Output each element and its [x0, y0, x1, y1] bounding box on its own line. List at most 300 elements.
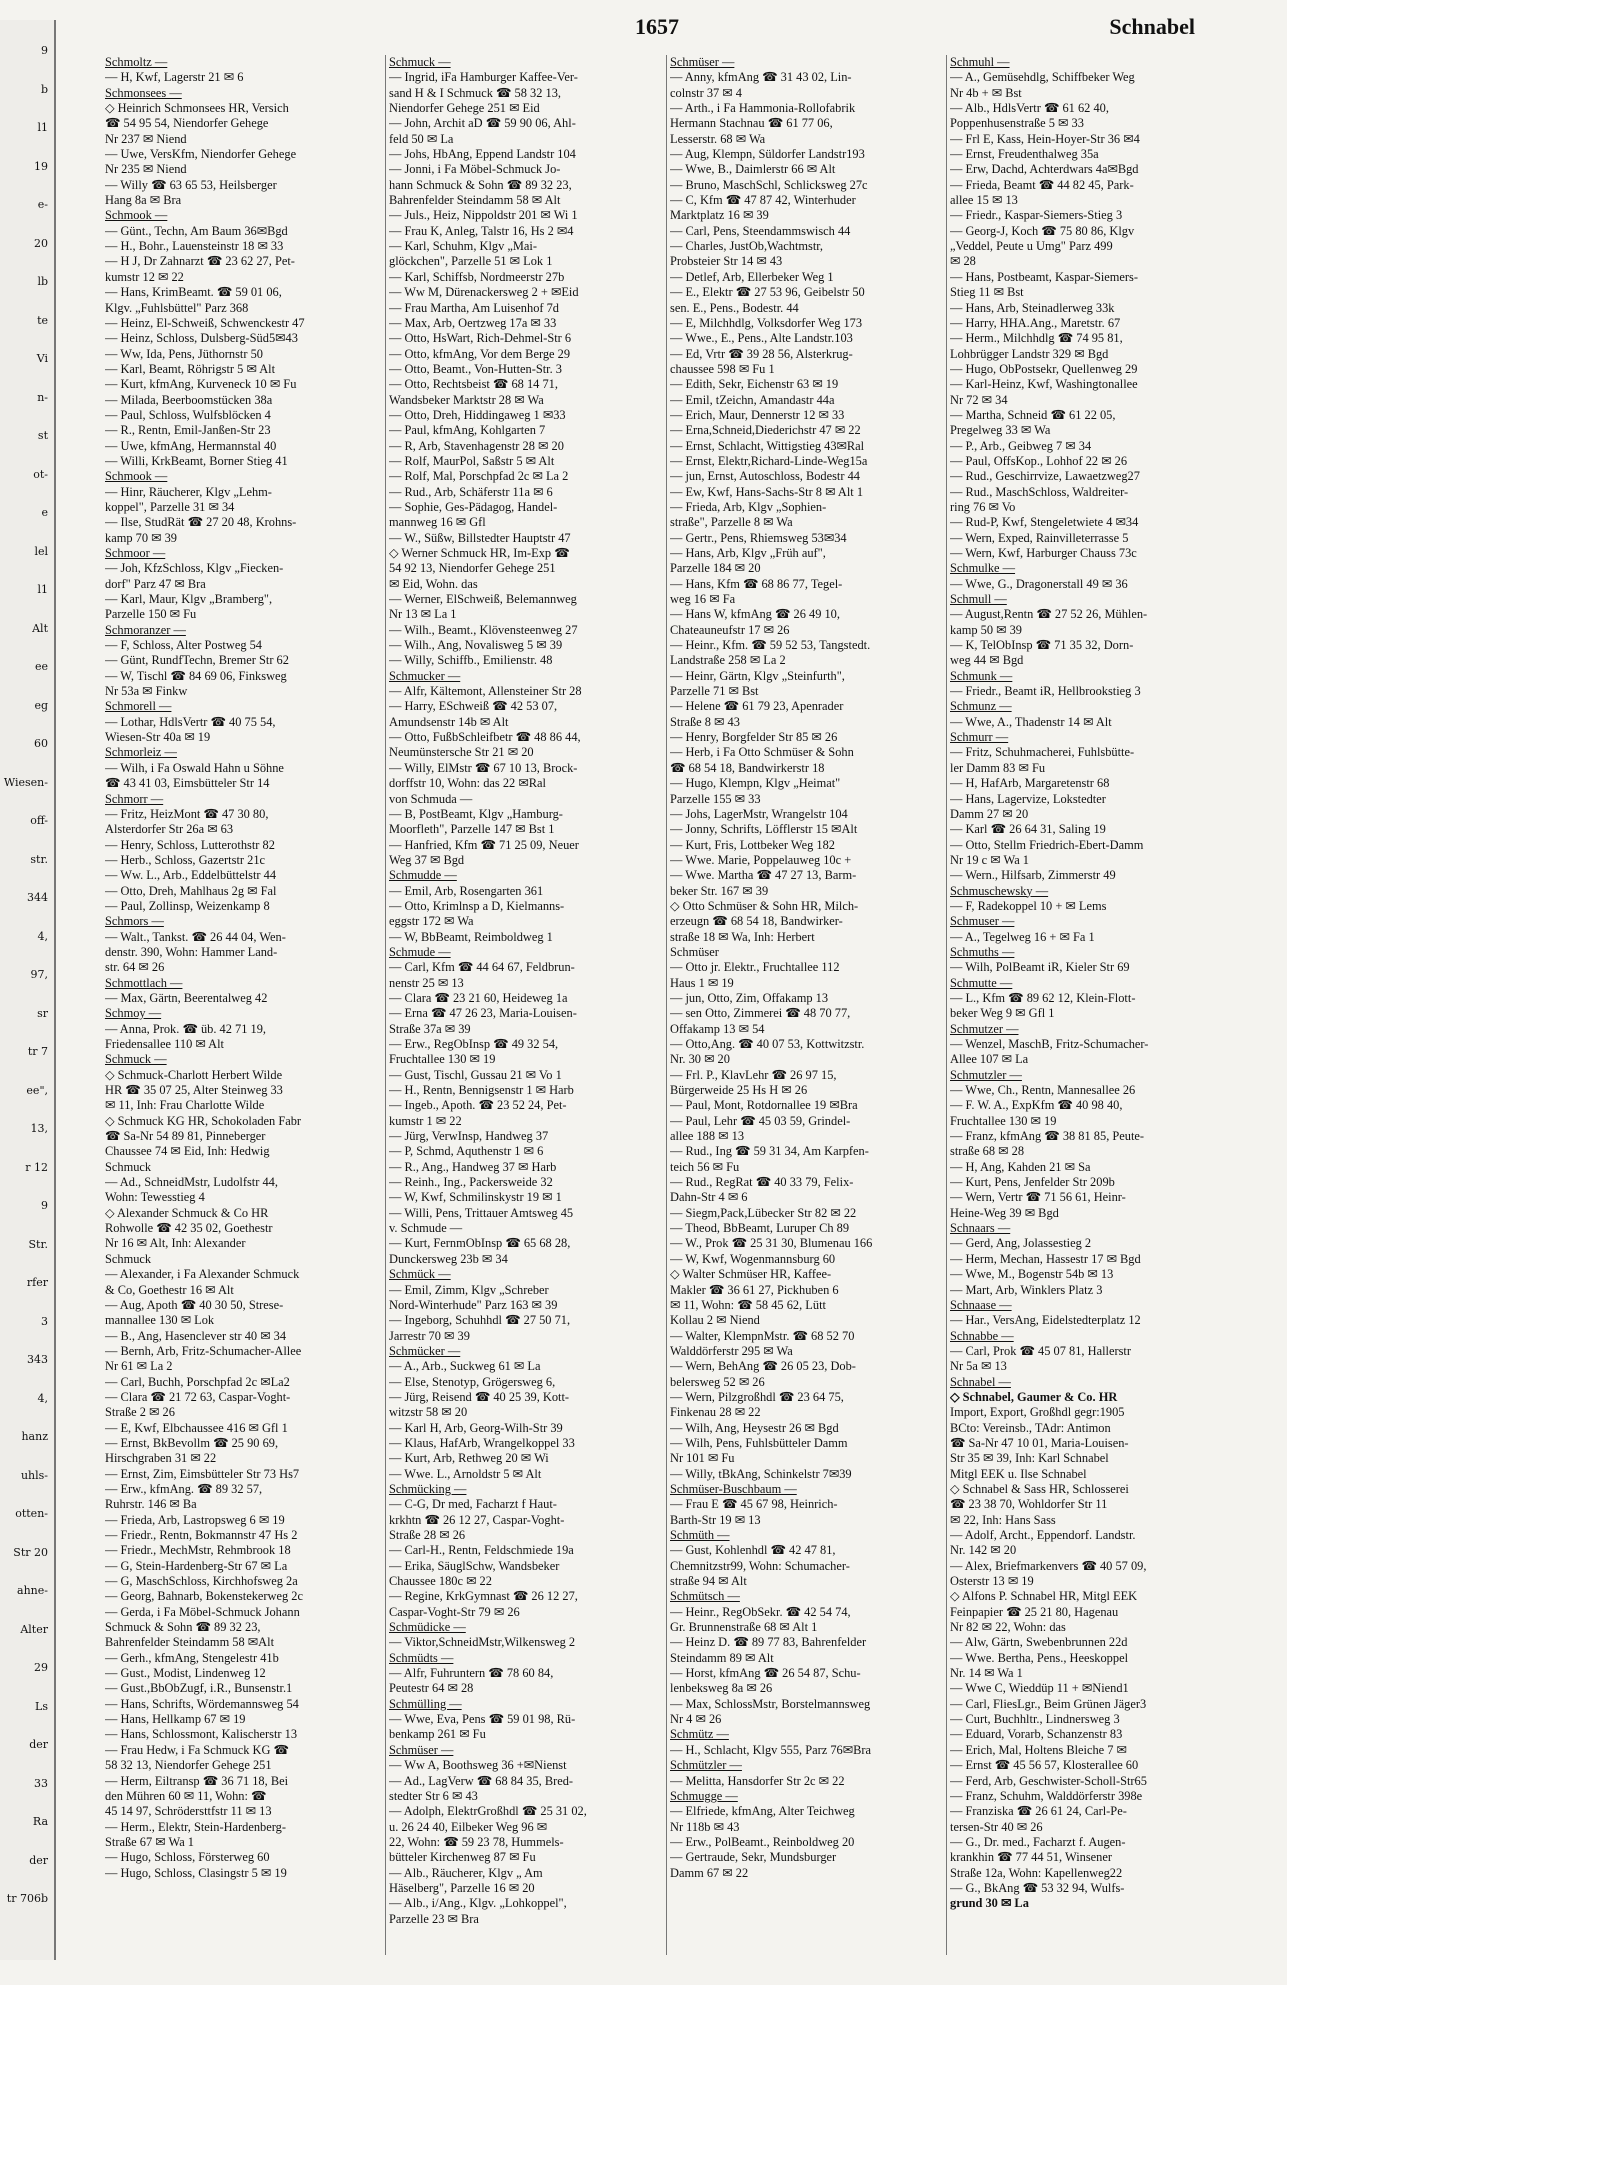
directory-entry-line: ◇ Schnabel, Gaumer & Co. HR — [950, 1389, 1118, 1404]
directory-entry-line: Nr 72 ✉ 34 — [950, 392, 1008, 407]
running-head: Schnabel — [1109, 14, 1195, 39]
directory-entry-line: — Ingrid, iFa Hamburger Kaffee-Ver- — [389, 70, 578, 85]
directory-entry-line: Nr 61 ✉ La 2 — [105, 1359, 173, 1374]
directory-entry-line: — Wwe, B., Daimlerstr 66 ✉ Alt — [670, 162, 836, 177]
left-edge-fragment: l1 — [37, 583, 48, 596]
directory-entry-line: Nr 118b ✉ 43 — [670, 1819, 740, 1834]
directory-entry-line: Kollau 2 ✉ Niend — [670, 1313, 760, 1328]
directory-entry-line: — Wwe, G., Dragonerstall 49 ✉ 36 — [950, 576, 1128, 591]
directory-entry-line: Nr 4b + ✉ Bst — [950, 85, 1022, 100]
directory-entry-line: — Rud., Ing ☎ 59 31 34, Am Karpfen- — [670, 1144, 869, 1159]
directory-entry-line: — Otto, Dreh, Hiddingaweg 1 ✉33 — [389, 407, 566, 422]
directory-entry-line: — Ww M, Dürenackersweg 2 + ✉Eid — [389, 285, 579, 300]
surname-heading: Schmorr — — [105, 791, 164, 806]
left-edge-fragment: Str 20 — [13, 1545, 48, 1559]
directory-entry-line: — G, MaschSchloss, Kirchhofsweg 2a — [105, 1574, 298, 1589]
directory-entry-line: — Erna,Schneid,Diederichstr 47 ✉ 22 — [670, 423, 861, 438]
directory-entry-line: — Georg, Bahnarb, Bokenstekerweg 2c — [105, 1589, 303, 1604]
directory-entry-line: — Otto, Krimlnsp a D, Kielmanns- — [389, 898, 565, 913]
surname-heading: Schmutte — — [950, 975, 1013, 990]
directory-entry-line: — Milada, Beerboomstücken 38a — [105, 392, 273, 407]
left-edge-fragment: 344 — [27, 891, 48, 904]
directory-entry-line: — Ingeb., Apoth. ☎ 23 52 24, Pet- — [389, 1098, 567, 1113]
directory-entry-line: glöckchen", Parzelle 51 ✉ Lok 1 — [389, 254, 553, 269]
directory-entry-line: — Viktor,SchneidMstr,Wilkensweg 2 — [389, 1635, 576, 1650]
directory-entry-line: mannweg 16 ✉ Gfl — [389, 515, 486, 530]
left-edge-fragment: 343 — [27, 1353, 48, 1366]
surname-heading: Schnabel — — [950, 1374, 1011, 1389]
surname-heading: Schmorell — — [105, 699, 172, 714]
directory-entry-line: ✉ Eid, Wohn. das — [389, 576, 478, 591]
left-edge-fragment: b — [40, 82, 48, 96]
directory-entry-line: ◇ Werner Schmuck HR, Im-Exp ☎ — [389, 546, 570, 560]
surname-heading: Schmoor — — [105, 546, 166, 560]
directory-entry-line: — Rolf, MaurPol, Saßstr 5 ✉ Alt — [389, 453, 555, 468]
directory-entry-line: — Paul, Mont, Rotdornallee 19 ✉Bra — [670, 1098, 858, 1113]
directory-entry-line: — Wern, Pilzgroßhdl ☎ 23 64 75, — [670, 1389, 844, 1404]
directory-entry-line: — Karl-Heinz, Kwf, Washingtonallee — [950, 377, 1138, 392]
directory-entry-line: Schmuck & Sohn ☎ 89 32 23, — [105, 1620, 261, 1635]
left-edge-fragment: der — [29, 1738, 48, 1751]
directory-entry-line: — Georg-J, Koch ☎ 75 80 86, Klgv — [950, 223, 1135, 238]
surname-heading: Schmülling — — [389, 1696, 462, 1711]
left-edge-fragment: 19 — [34, 159, 48, 173]
surname-heading: Schmugge — — [670, 1788, 738, 1803]
directory-entry-line: Nr 82 ✉ 22, Wohn: das — [950, 1620, 1066, 1635]
directory-entry-line: — Emil, tZeichn, Amandastr 44a — [670, 392, 835, 407]
directory-entry-line: — Carl, Prok ☎ 45 07 81, Hallerstr — [950, 1343, 1131, 1358]
directory-entry-line: — Ernst, BkBevollm ☎ 25 90 69, — [105, 1435, 279, 1450]
directory-entry-line: — Walt., Tankst. ☎ 26 44 04, Wen- — [105, 929, 286, 944]
directory-entry-line: v. Schmude — — [389, 1221, 463, 1236]
directory-entry-line: Nr 19 c ✉ Wa 1 — [950, 852, 1030, 867]
directory-entry-line: ✉ 11, Wohn: ☎ 58 45 62, Lütt — [670, 1297, 826, 1312]
left-edge-fragment: Alt — [32, 621, 48, 635]
directory-entry-line: — Bruno, MaschSchl, Schlicksweg 27c — [670, 177, 868, 192]
directory-entry-line: — Rud., Geschirrvize, Lawaetzweg27 — [950, 469, 1140, 484]
surname-heading: Schmüdicke — — [389, 1620, 466, 1635]
directory-entry-line: Niendorfer Gehege 251 ✉ Eid — [389, 101, 540, 116]
directory-entry-line: — B, PostBeamt, Klgv „Hamburg- — [389, 806, 563, 821]
directory-entry-line: — Otto jr. Elektr., Fruchtallee 112 — [670, 960, 840, 975]
directory-entry-line: — L., Kfm ☎ 89 62 12, Klein-Flott- — [950, 990, 1136, 1005]
directory-entry-line: Chaussee 180c ✉ 22 — [389, 1574, 492, 1589]
directory-entry-line: — Wwe, M., Bogenstr 54b ✉ 13 — [950, 1267, 1114, 1282]
directory-entry-line: — Uwe, kfmAng, Hermannstal 40 — [105, 438, 277, 453]
left-edge-fragment: uhls- — [20, 1468, 48, 1482]
directory-entry-line: — Frl E, Kass, Hein-Hoyer-Str 36 ✉4 — [950, 131, 1140, 146]
surname-heading: Schmüser-Buschbaum — — [670, 1481, 797, 1496]
directory-entry-line: — Hans, Lagervize, Lokstedter — [950, 791, 1106, 806]
directory-entry-line: — A., Arb., Suckweg 61 ✉ La — [389, 1359, 541, 1374]
directory-entry-line: ring 76 ✉ Vo — [950, 499, 1016, 514]
directory-entry-line: koppel", Parzelle 31 ✉ 34 — [105, 499, 235, 514]
directory-entry-line: mannallee 130 ✉ Lok — [105, 1313, 215, 1328]
directory-entry-line: — Aug, Klempn, Süldorfer Landstr193 — [670, 147, 865, 162]
directory-entry-line: — Hans, Hellkamp 67 ✉ 19 — [105, 1712, 246, 1727]
directory-entry-line: ☎ Sa-Nr 47 10 01, Maria-Louisen- — [950, 1435, 1129, 1450]
directory-entry-line: Hang 8a ✉ Bra — [105, 193, 182, 208]
directory-entry-line: Feinpapier ☎ 25 21 80, Hagenau — [950, 1604, 1119, 1619]
directory-entry-line: — Erw., kfmAng. ☎ 89 32 57, — [105, 1481, 263, 1496]
surname-heading: Schmull — — [950, 592, 1007, 607]
directory-entry-line: — Karl, Maur, Klgv „Bramberg", — [105, 592, 273, 607]
directory-entry-line: — Wwe, Eva, Pens ☎ 59 01 98, Rü- — [389, 1712, 576, 1727]
directory-entry-line: kamp 50 ✉ 39 — [950, 622, 1022, 637]
directory-entry-line: denstr. 390, Wohn: Hammer Land- — [105, 944, 278, 959]
directory-entry-line: — Friedr., Beamt iR, Hellbrookstieg 3 — [950, 684, 1141, 699]
surname-heading: Schmulke — — [950, 561, 1016, 576]
directory-entry-line: — Wern, Vertr ☎ 71 56 61, Heinr- — [950, 1190, 1126, 1205]
directory-entry-line: — Ernst, Freudenthalweg 35a — [950, 147, 1099, 162]
left-edge-fragment: 9 — [41, 1199, 48, 1212]
directory-entry-line: Nr 237 ✉ Niend — [105, 131, 187, 146]
column-3 — [670, 55, 945, 1955]
directory-entry-line: — Max, Gärtn, Beerentalweg 42 — [105, 990, 268, 1005]
directory-entry-line: — Kurt, kfmAng, Kurveneck 10 ✉ Fu — [105, 377, 297, 392]
directory-entry-line: — Ww. L., Arb., Eddelbüttelstr 44 — [105, 868, 277, 883]
directory-entry-line: sen. E., Pens., Bodestr. 44 — [670, 300, 799, 315]
left-edge-fragment: der — [29, 1853, 48, 1867]
directory-entry-line: Ruhrstr. 146 ✉ Ba — [105, 1497, 197, 1512]
directory-entry-line: Nr 13 ✉ La 1 — [389, 607, 457, 622]
directory-entry-line: — Karl H, Arb, Georg-Wilh-Str 39 — [389, 1420, 563, 1435]
directory-entry-line: — Hans W, kfmAng ☎ 26 49 10, — [670, 607, 840, 622]
directory-entry-line: — Otto, Dreh, Mahlhaus 2g ✉ Fal — [105, 883, 277, 898]
directory-entry-line: 58 32 13, Niendorfer Gehege 251 — [105, 1758, 272, 1773]
directory-entry-line: ◇ Walter Schmüser HR, Kaffee- — [670, 1267, 832, 1282]
directory-entry-line: ◇ Schnabel & Sass HR, Schlosserei — [950, 1481, 1129, 1496]
directory-entry-line: allee 15 ✉ 13 — [950, 193, 1018, 208]
directory-entry-line: Import, Export, Großhdl gegr:1905 — [950, 1405, 1125, 1420]
surname-heading: Schmützler — — [670, 1758, 742, 1773]
directory-entry-line: — Frieda, Arb, Lastropsweg 6 ✉ 19 — [105, 1512, 285, 1527]
directory-entry-line: Dahn-Str 4 ✉ 6 — [670, 1190, 748, 1205]
directory-entry-line: — P, Schmd, Aquthenstr 1 ✉ 6 — [389, 1144, 544, 1159]
directory-entry-line: — Frieda, Arb, Klgv „Sophien- — [670, 499, 827, 514]
directory-entry-line: stedter Str 6 ✉ 43 — [389, 1788, 478, 1803]
directory-entry-line: — Harry, ESchweiß ☎ 42 53 07, — [389, 699, 558, 714]
directory-entry-line: — Wwe C, Wieddüp 11 + ✉Niend1 — [950, 1681, 1129, 1696]
directory-entry-line: Bürgerweide 25 Hs H ✉ 26 — [670, 1083, 808, 1098]
directory-entry-line: witzstr 58 ✉ 20 — [389, 1405, 468, 1420]
directory-entry-line: — Wilh., Ang, Novalisweg 5 ✉ 39 — [389, 638, 563, 653]
directory-entry-line: — Harry, HHA.Ang., Maretstr. 67 — [950, 315, 1121, 330]
directory-entry-line: — Emil, Zimm, Klgv „Schreber — [389, 1282, 549, 1297]
surname-heading: Schmoy — — [105, 1006, 162, 1021]
directory-entry-line: — Gerd, Ang, Jolassestieg 2 — [950, 1236, 1092, 1251]
surname-heading: Schmütsch — — [670, 1589, 740, 1604]
directory-entry-line: — Willy, Schiffb., Emilienstr. 48 — [389, 653, 553, 668]
directory-entry-line: Nr 53a ✉ Finkw — [105, 684, 188, 699]
directory-entry-line: — Frau K, Anleg, Talstr 16, Hs 2 ✉4 — [389, 223, 574, 238]
directory-entry-line: — H., Bohr., Lauensteinstr 18 ✉ 33 — [105, 239, 284, 254]
directory-entry-line: Hermann Stachnau ☎ 61 77 06, — [670, 116, 833, 131]
directory-entry-line: & Co, Goethestr 16 ✉ Alt — [105, 1282, 234, 1297]
directory-entry-line: — K, TelObInsp ☎ 71 35 32, Dorn- — [950, 638, 1134, 653]
left-edge-fragment: Ra — [32, 1815, 48, 1828]
directory-entry-line: — Uwe, VersKfm, Niendorfer Gehege — [105, 147, 297, 162]
directory-entry-line: Steindamm 89 ✉ Alt — [670, 1650, 774, 1665]
directory-entry-line: — Sophie, Ges-Pädagog, Handel- — [389, 499, 558, 514]
directory-entry-line: — Hugo, Klempn, Klgv „Heimat" — [670, 776, 841, 791]
page-number: 1657 — [635, 14, 679, 39]
directory-entry-line: ◇ Otto Schmüser & Sohn HR, Milch- — [670, 898, 859, 913]
directory-entry-line: — Herb., Schloss, Gazertstr 21c — [105, 852, 266, 867]
directory-entry-line: Wiesen-Str 40a ✉ 19 — [105, 730, 211, 745]
surname-heading: Schmoranzer — — [105, 622, 186, 637]
directory-entry-line: str. 64 ✉ 26 — [105, 960, 165, 975]
left-edge-fragment: lel — [34, 544, 48, 558]
directory-entry-line: — Kurt, Pens, Jenfelder Str 209b — [950, 1175, 1115, 1190]
surname-heading: Schmook — — [105, 469, 168, 484]
directory-entry-line: — Otto, kfmAng, Vor dem Berge 29 — [389, 346, 571, 361]
directory-entry-line: feld 50 ✉ La — [389, 131, 454, 146]
directory-entry-line: — Ew, Kwf, Hans-Sachs-Str 8 ✉ Alt 1 — [670, 484, 864, 499]
directory-entry-line: benkamp 261 ✉ Fu — [389, 1727, 486, 1742]
directory-entry-line: ☎ 68 54 18, Bandwirkerstr 18 — [670, 760, 825, 775]
directory-entry-line: — Charles, JustOb,Wachtmstr, — [670, 239, 824, 254]
directory-entry-line: — Wwe. L., Arnoldstr 5 ✉ Alt — [389, 1466, 542, 1481]
directory-entry-line: — Otto, FußbSchleifbetr ☎ 48 86 44, — [389, 730, 581, 745]
directory-entry-line: Rohwolle ☎ 42 35 02, Goethestr — [105, 1221, 273, 1236]
page-header — [105, 12, 1195, 46]
directory-entry-line: — Herm, Mechan, Hassestr 17 ✉ Bgd — [950, 1251, 1141, 1266]
directory-entry-line: — Wern, BehAng ☎ 26 05 23, Dob- — [670, 1359, 856, 1374]
directory-entry-line: Pregelweg 33 ✉ Wa — [950, 423, 1051, 438]
directory-entry-line: — Kurt, Fris, Lottbeker Weg 182 — [670, 837, 835, 852]
directory-entry-line: — Alb., HdlsVertr ☎ 61 62 40, — [950, 101, 1109, 116]
directory-entry-line: — Willy ☎ 63 65 53, Heilsberger — [105, 177, 277, 192]
surname-heading: Schmors — — [105, 914, 164, 929]
directory-entry-line: Heine-Weg 39 ✉ Bgd — [950, 1205, 1059, 1220]
directory-entry-line: — Paul, Schloss, Wulfsblöcken 4 — [105, 407, 271, 422]
directory-entry-line: — John, Archit aD ☎ 59 90 06, Ahl- — [389, 116, 576, 131]
directory-entry-line: — Martha, Schneid ☎ 61 22 05, — [950, 407, 1116, 422]
directory-entry-line: tersen-Str 40 ✉ 26 — [950, 1819, 1043, 1834]
directory-entry-line: — Werner, ElSchweiß, Belemannweg — [389, 592, 577, 607]
directory-entry-line: — Wwe., E., Pens., Alte Landstr.103 — [670, 331, 853, 346]
directory-entry-line: — Erw, Dachd, Achterdwars 4a✉Bgd — [950, 162, 1139, 177]
surname-heading: Schmüser — — [670, 55, 735, 69]
left-edge-fragment: 20 — [34, 236, 48, 250]
directory-entry-line: — Wern, Kwf, Harburger Chauss 73c — [950, 546, 1137, 560]
directory-entry-line: — Paul, OffsKop., Lohhof 22 ✉ 26 — [950, 453, 1128, 468]
left-edge-fragment: sr — [37, 1006, 48, 1020]
directory-entry-line: — Ad., SchneidMstr, Ludolfstr 44, — [105, 1175, 278, 1190]
directory-entry-line: den Mühren 60 ✉ 11, Wohn: ☎ — [105, 1788, 267, 1803]
directory-entry-line: ler Damm 83 ✉ Fu — [950, 760, 1046, 775]
directory-entry-line: ☎ 43 41 03, Eimsbütteler Str 14 — [105, 776, 270, 791]
directory-entry-line: — Adolf, Archt., Eppendorf. Landstr. — [950, 1528, 1136, 1542]
directory-entry-line: — Carl, Kfm ☎ 44 64 67, Feldbrun- — [389, 960, 575, 975]
directory-entry-line: bütteler Kirchenweg 87 ✉ Fu — [389, 1850, 536, 1865]
directory-entry-line: Nr. 30 ✉ 20 — [670, 1052, 730, 1067]
directory-entry-line: — Wwe. Martha ☎ 47 27 13, Barm- — [670, 868, 857, 883]
directory-entry-line: — Jürg, VerwInsp, Handweg 37 — [389, 1129, 549, 1144]
directory-entry-line: Landstraße 258 ✉ La 2 — [670, 653, 786, 668]
left-edge-fragment: 60 — [34, 737, 48, 750]
directory-entry-line: Parzelle 155 ✉ 33 — [670, 791, 761, 806]
directory-entry-line: kumstr 12 ✉ 22 — [105, 269, 184, 284]
directory-entry-line: — Alb., i/Ang., Klgv. „Lohkoppel", — [389, 1896, 567, 1911]
directory-entry-line: — Klaus, HafArb, Wrangelkoppel 33 — [389, 1435, 575, 1450]
directory-entry-line: — Wwe, Ch., Rentn, Mannesallee 26 — [950, 1083, 1136, 1098]
directory-entry-line: — Jonny, Schrifts, Löfflerstr 15 ✉Alt — [670, 822, 858, 837]
directory-entry-line: — Wilh, Ang, Heysestr 26 ✉ Bgd — [670, 1420, 839, 1435]
directory-entry-line: Nr 4 ✉ 26 — [670, 1712, 722, 1727]
directory-entry-line: — Melitta, Hansdorfer Str 2c ✉ 22 — [670, 1773, 845, 1788]
directory-entry-line: — Emil, Arb, Rosengarten 361 — [389, 883, 544, 898]
directory-entry-line: — Hugo, Schloss, Clasingstr 5 ✉ 19 — [105, 1865, 287, 1880]
left-edge-fragment: 13, — [30, 1122, 48, 1135]
directory-entry-line: — Willy, tBkAng, Schinkelstr 7✉39 — [670, 1466, 852, 1481]
directory-entry-line: — Rolf, Mal, Porschpfad 2c ✉ La 2 — [389, 469, 569, 484]
directory-entry-line: 45 14 97, Schrödersttfstr 11 ✉ 13 — [105, 1804, 272, 1819]
directory-entry-line: — Gertraude, Sekr, Mundsburger — [670, 1850, 837, 1865]
left-edge-fragment: ee — [34, 660, 48, 673]
directory-entry-line: — C, Kfm ☎ 47 87 42, Winterhuder — [670, 193, 856, 208]
left-edge-fragment: hanz — [21, 1430, 48, 1443]
directory-entry-line: Wandsbeker Marktstr 28 ✉ Wa — [389, 392, 544, 407]
directory-entry-line: Neumünstersche Str 21 ✉ 20 — [389, 745, 534, 760]
directory-entry-line: — Mart, Arb, Winklers Platz 3 — [950, 1282, 1103, 1297]
column-divider — [385, 55, 386, 1955]
directory-entry-line: — Kurt, FernmObInsp ☎ 65 68 28, — [389, 1236, 571, 1251]
directory-entry-line: — Heinr, Gärtn, Klgv „Steinfurth", — [670, 668, 845, 683]
directory-entry-line: ◇ Schmuck KG HR, Schokoladen Fabr — [105, 1113, 302, 1128]
directory-entry-line: krkhtn ☎ 26 12 27, Caspar-Voght- — [389, 1512, 565, 1527]
directory-entry-line: — Karl ☎ 26 64 31, Saling 19 — [950, 822, 1106, 837]
directory-entry-line: von Schmuda — — [389, 791, 473, 806]
directory-entry-line: Caspar-Voght-Str 79 ✉ 26 — [389, 1604, 520, 1619]
directory-entry-line: — Gertr., Pens, Rhiemsweg 53✉34 — [670, 530, 847, 545]
surname-heading: Schmüser — — [389, 1742, 454, 1757]
surname-heading: Schmorleiz — — [105, 745, 177, 760]
directory-entry-line: — Wilh., Beamt., Klövensteenweg 27 — [389, 622, 578, 637]
directory-entry-line: Bahrenfelder Steindamm 58 ✉Alt — [105, 1635, 275, 1650]
directory-entry-line: — Paul, kfmAng, Kohlgarten 7 — [389, 423, 546, 438]
directory-entry-line: Bahrenfelder Steindamm 58 ✉ Alt — [389, 193, 561, 208]
directory-entry-line: — Otto, Rechtsbeist ☎ 68 14 71, — [389, 377, 558, 392]
directory-entry-line: Barth-Str 19 ✉ 13 — [670, 1512, 761, 1527]
directory-entry-line: Wohn: Tewesstieg 4 — [105, 1190, 205, 1205]
directory-entry-line: — Erw., RegObInsp ☎ 49 32 54, — [389, 1037, 559, 1051]
directory-entry-line: — Hans, KrimBeamt. ☎ 59 01 06, — [105, 285, 282, 300]
directory-entry-line: — G., BkAng ☎ 53 32 94, Wulfs- — [950, 1880, 1125, 1895]
directory-entry-line: — Herm, Eiltransp ☎ 36 71 18, Bei — [105, 1773, 289, 1788]
surname-heading: Schmuck — — [105, 1052, 167, 1067]
surname-heading: Schmook — — [105, 208, 168, 223]
surname-heading: Schmütz — — [670, 1727, 729, 1742]
directory-entry-line: Moorfleth", Parzelle 147 ✉ Bst 1 — [389, 822, 555, 837]
surname-heading: Schmudde — — [389, 868, 457, 883]
surname-heading: Schmutzer — — [950, 1021, 1019, 1036]
directory-entry-line: Parzelle 184 ✉ 20 — [670, 561, 761, 576]
left-edge-fragment: rfer — [26, 1276, 48, 1289]
directory-entry-line: — Heinz D. ☎ 89 77 83, Bahrenfelder — [670, 1635, 867, 1650]
surname-heading: Schmuths — — [950, 944, 1015, 959]
directory-entry-line: krankhin ☎ 77 44 51, Winsener — [950, 1850, 1112, 1865]
directory-entry-line: Gr. Brunnenstraße 68 ✉ Alt 1 — [670, 1620, 818, 1635]
directory-entry-line: — Hans, Arb, Steinadlerweg 33k — [950, 300, 1115, 315]
directory-entry-line: — A., Tegelweg 16 + ✉ Fa 1 — [950, 929, 1095, 944]
left-edge-fragment: lb — [37, 275, 48, 288]
directory-entry-line: Finkenau 28 ✉ 22 — [670, 1405, 761, 1420]
directory-entry-line: — Clara ☎ 21 72 63, Caspar-Voght- — [105, 1389, 291, 1404]
directory-entry-line: — Günt., Techn, Am Baum 36✉Bgd — [105, 223, 288, 238]
directory-entry-line: — Henry, Borgfelder Str 85 ✉ 26 — [670, 730, 838, 745]
directory-entry-line: — Frau Hedw, i Fa Schmuck KG ☎ — [105, 1742, 289, 1757]
directory-entry-line: Chaussee 74 ✉ Eid, Inh: Hedwig — [105, 1144, 270, 1159]
directory-entry-line: — Hans, Schrifts, Wördemannsweg 54 — [105, 1696, 299, 1711]
directory-entry-line: Nr 5a ✉ 13 — [950, 1359, 1007, 1374]
directory-entry-line: — H, Kwf, Lagerstr 21 ✉ 6 — [105, 70, 244, 85]
directory-entry-line: — Clara ☎ 23 21 60, Heideweg 1a — [389, 990, 568, 1005]
directory-entry-line: ✉ 22, Inh: Hans Sass — [950, 1512, 1056, 1527]
directory-entry-line: — Edith, Sekr, Eichenstr 63 ✉ 19 — [670, 377, 839, 392]
directory-entry-line: — E, Milchhdlg, Volksdorfer Weg 173 — [670, 315, 863, 330]
directory-entry-line: — Heinr., Kfm. ☎ 59 52 53, Tangstedt. — [670, 638, 871, 653]
column-4 — [950, 55, 1225, 1955]
left-edge-fragment: tr 7 — [27, 1045, 48, 1058]
directory-entry-line: ✉ 11, Inh: Frau Charlotte Wilde — [105, 1098, 265, 1113]
directory-entry-line: Damm 27 ✉ 20 — [950, 806, 1029, 821]
directory-entry-line: straße 68 ✉ 28 — [950, 1144, 1025, 1159]
directory-entry-line: — Ernst, Elektr,Richard-Linde-Weg15a — [670, 453, 868, 468]
directory-entry-line: „Veddel, Peute u Umg" Parz 499 — [950, 239, 1113, 254]
left-edge-fragment: tr 706b — [6, 1892, 48, 1905]
directory-entry-line: Mitgl EEK u. Ilse Schnabel — [950, 1466, 1087, 1481]
directory-entry-line: — Hans, Schlossmont, Kalischerstr 13 — [105, 1727, 298, 1742]
directory-entry-line: — Ilse, StudRät ☎ 27 20 48, Krohns- — [105, 515, 297, 530]
directory-entry-line: Klgv. „Fuhlsbüttel" Parz 368 — [105, 300, 249, 315]
left-edge-fragment: otten- — [15, 1507, 48, 1520]
directory-entry-line: — Erich, Mal, Holtens Bleiche 7 ✉ — [950, 1742, 1127, 1757]
directory-entry-line: kamp 70 ✉ 39 — [105, 530, 177, 545]
left-edge-fragment: 9 — [41, 44, 48, 57]
directory-entry-line: Amundsenstr 14b ✉ Alt — [389, 714, 509, 729]
directory-entry-line: Straße 12a, Wohn: Kapellenweg22 — [950, 1865, 1123, 1880]
directory-entry-line: — Frau E ☎ 45 67 98, Heinrich- — [670, 1497, 838, 1512]
directory-entry-line: — August,Rentn ☎ 27 52 26, Mühlen- — [950, 607, 1148, 622]
directory-entry-line: — Erich, Maur, Dennerstr 12 ✉ 33 — [670, 407, 845, 422]
left-edge-fragment: te — [37, 313, 48, 327]
directory-entry-line: Straße 2 ✉ 26 — [105, 1405, 175, 1420]
column-2 — [389, 55, 664, 1955]
directory-entry-line: — Alfr, Fuhruntern ☎ 78 60 84, — [389, 1666, 554, 1681]
directory-entry-line: Häselberg", Parzelle 16 ✉ 20 — [389, 1880, 535, 1895]
directory-entry-line: 22, Wohn: ☎ 59 23 78, Hummels- — [389, 1834, 564, 1849]
directory-entry-line: — G., Dr. med., Facharzt f. Augen- — [950, 1834, 1126, 1849]
directory-entry-line: — F, Radekoppel 10 + ✉ Lems — [950, 898, 1107, 913]
directory-entry-line: straße", Parzelle 8 ✉ Wa — [670, 515, 793, 530]
surname-heading: Schmutzler — — [950, 1067, 1022, 1082]
directory-entry-line: — Alw, Gärtn, Swebenbrunnen 22d — [950, 1635, 1128, 1650]
directory-entry-line: — Wenzel, MaschB, Fritz-Schumacher- — [950, 1037, 1149, 1051]
directory-entry-line: Alsterdorfer Str 26a ✉ 63 — [105, 822, 234, 837]
surname-heading: Schnaars — — [950, 1221, 1011, 1236]
directory-entry-line: — Carl, FliesLgr., Beim Grünen Jäger3 — [950, 1696, 1147, 1711]
directory-entry-line: colnstr 37 ✉ 4 — [670, 85, 742, 100]
directory-entry-line: — Ww, Ida, Pens, Jüthornstr 50 — [105, 346, 263, 361]
directory-entry-line: — Walter, KlempnMstr. ☎ 68 52 70 — [670, 1328, 855, 1343]
directory-entry-line: ☎ 54 95 54, Niendorfer Gehege — [105, 116, 269, 131]
left-edge-fragment: l1 — [37, 121, 48, 134]
directory-entry-line: — Erna ☎ 47 26 23, Maria-Louisen- — [389, 1006, 577, 1021]
surname-heading: Schmuck — — [389, 55, 451, 69]
directory-entry-line: ◇ Heinrich Schmonsees HR, Versich — [105, 101, 289, 116]
